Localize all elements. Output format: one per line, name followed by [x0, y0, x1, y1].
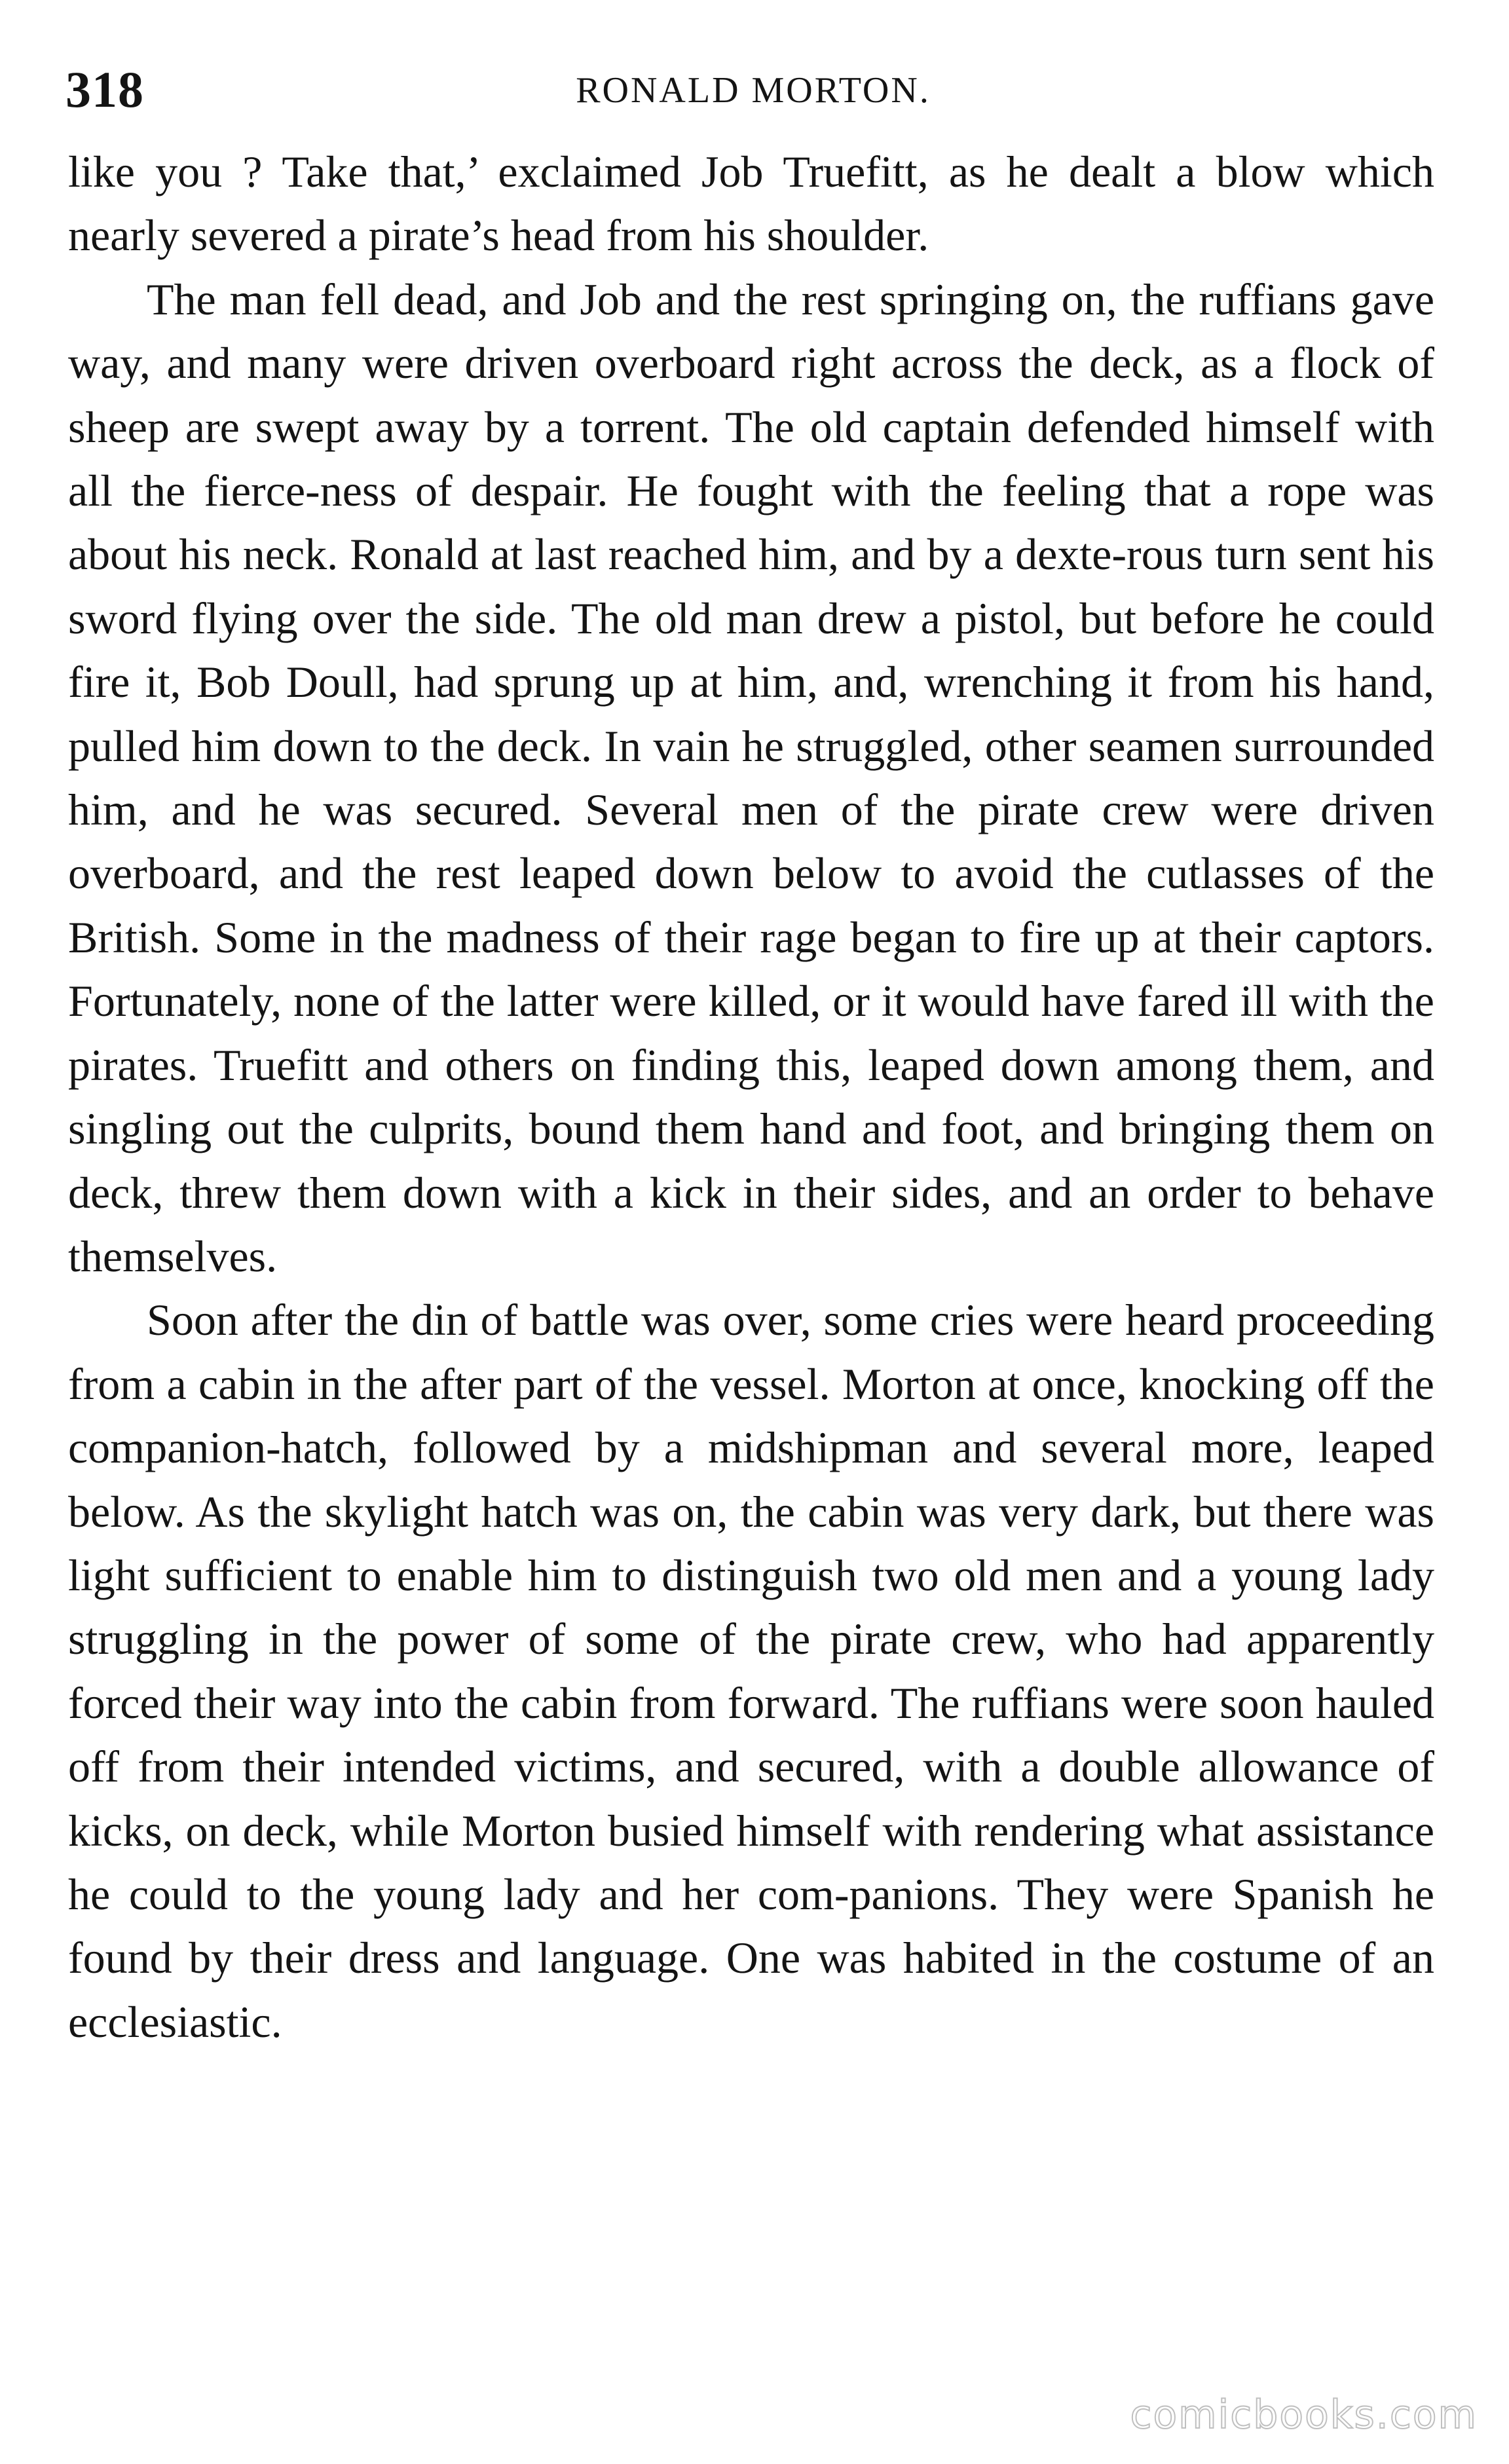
running-head [65, 60, 1441, 139]
watermark: comicbooks.com [1130, 2392, 1478, 2438]
paragraph-3: Soon after the din of battle was over, some cries were heard proceeding from a cabin in the after part of the vessel. Morton at once, knocking off the companion-hatch, followed by a midshipman and several more, leaped below. As the skylight hatch was on, the cabin was very dark, but there was light sufficient to enable him to distinguish two old men and a young lady struggling in the power of some of the pirate crew, who had apparently forced their way into the cabin from forward. The ruffians were soon hauled off from their intended victims, and secured, with a double allowance of kicks, on deck, while Morton busied himself with rendering what assistance he could to the young lady and her com-panions. They were Spanish he found by their dress and language. One was habited in the costume of an ecclesiastic. [68, 1295, 1434, 2047]
paragraph-1: like you ? Take that,’ exclaimed Job Truefitt, as he dealt a blow which nearly severed a pirate’s head from his shoulder. [68, 147, 1434, 261]
running-title: RONALD MORTON. [576, 70, 931, 111]
paragraph-2: The man fell dead, and Job and the rest springing on, the ruffians gave way, and many were driven overboard right across the deck, as a flock of sheep are swept away by a torrent. The old captain defended himself with all the fierce-ness of despair. He fought with the feeling that a rope was about his neck. Ronald at last reached him, and by a dexte-rous turn sent his sword flying over the side. The old man drew a pistol, but before he could fire it, Bob Doull, had sprung up at him, and, wrenching it from his hand, pulled him down to the deck. In vain he struggled, other seamen surrounded him, and he was secured. Several men of the pirate crew were driven overboard, and the rest leaped down below to avoid the cutlasses of the British. Some in the madness of their rage began to fire up at their captors. Fortunately, none of the latter were killed, or it would have fared ill with the pirates. Truefitt and others on finding this, leaped down among them, and singling out the culprits, bound them hand and foot, and bringing them on deck, threw them down with a kick in their sides, and an order to behave themselves. [68, 274, 1434, 1281]
body-text [68, 140, 1434, 2054]
page-number: 318 [65, 61, 144, 118]
